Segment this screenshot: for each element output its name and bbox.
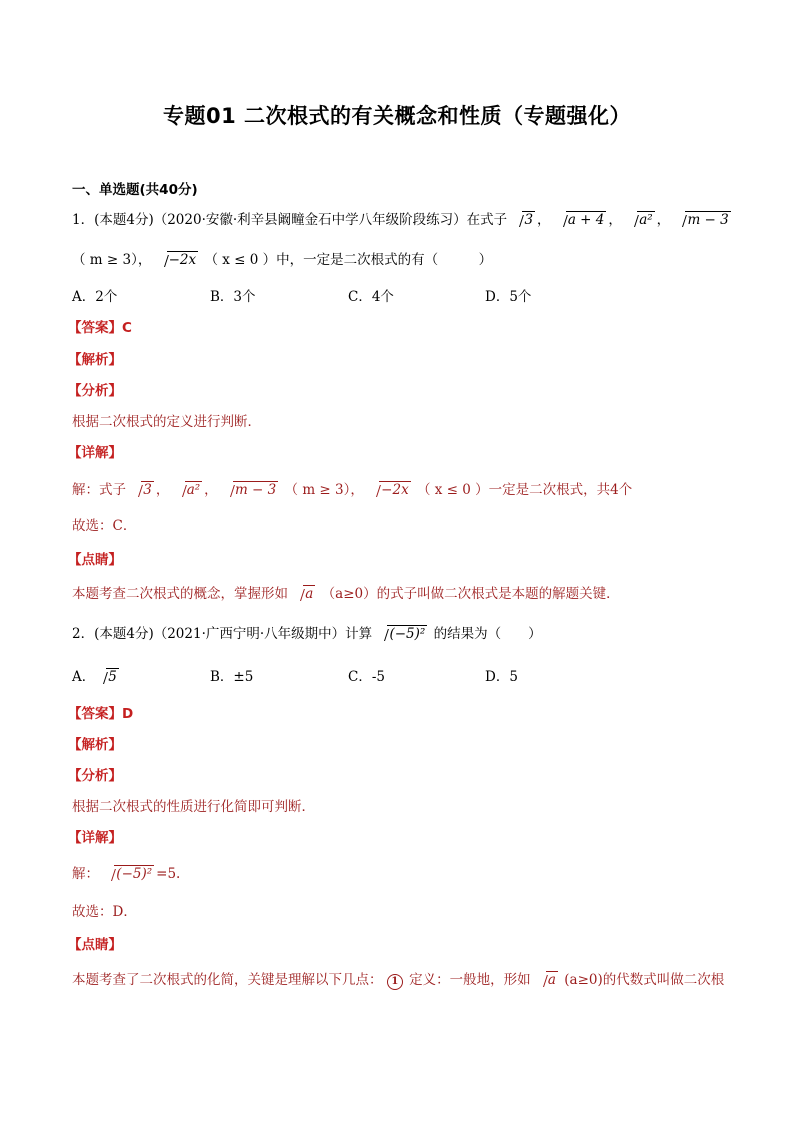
q2-answer: 【答案】D xyxy=(68,706,134,722)
q1-option-d: D．5个 xyxy=(485,289,532,305)
q1-condition-x: （ x ≤ 0 ）中，一定是二次根式的有（ ） xyxy=(204,252,493,268)
q1-detail-cond-m: （ m ≥ 3）， xyxy=(284,482,364,498)
q1-fenxi-label: 【分析】 xyxy=(68,383,122,399)
q1-xiangjie-label: 【详解】 xyxy=(68,445,122,461)
detail-sqrt-m-minus-3: m − 3 xyxy=(224,480,278,500)
q2-note-text: 本题考查了二次根式的化简，关键是理解以下几点： xyxy=(72,972,383,988)
q2-note xyxy=(72,970,724,990)
q2-option-c: C．-5 xyxy=(348,669,385,685)
q2-options xyxy=(72,667,722,687)
q1-note-text: 本题考查二次根式的概念，掌握形如 xyxy=(72,586,288,602)
sqrt-a-squared: a² xyxy=(628,210,654,230)
q2-note-text-c: (a≥0)的代数式叫做二次根 xyxy=(564,972,725,988)
sqrt-m-minus-3: m − 3 xyxy=(676,210,730,230)
q2-jiexi-label: 【解析】 xyxy=(68,737,122,753)
q2-choose: 故选：D． xyxy=(72,904,137,920)
sqrt-3: 3 xyxy=(513,210,535,230)
section-heading: 一、单选题(共40分) xyxy=(72,182,198,198)
q1-dianjing-label: 【点睛】 xyxy=(68,552,122,568)
q1-stem-text: 1．(本题4分)（2020·安徽·利辛县阚疃金石中学八年级阶段练习）在式子 xyxy=(72,212,508,228)
q1-analysis-text: 根据二次根式的定义进行判断． xyxy=(72,414,261,430)
q1-jiexi-label: 【解析】 xyxy=(68,352,122,368)
q1-option-b: B．3个 xyxy=(210,289,256,305)
page-title: 专题01 二次根式的有关概念和性质（专题强化） xyxy=(162,104,632,128)
detail-sqrt-3: 3 xyxy=(132,480,154,500)
q2-note-text-b: 定义：一般地，形如 xyxy=(409,972,531,988)
detail-sqrt-neg-2x: −2x xyxy=(370,480,411,500)
q2-stem-text: 2．(本题4分)（2021·广西宁明·八年级期中）计算 xyxy=(72,626,373,642)
q2-xiangjie-label: 【详解】 xyxy=(68,830,122,846)
q1-detail: 解：式子 3 ， a² ， m − 3 （ m ≥ 3）， −2x （ x ≤ 0 ）一定是二次根式，共4个 xyxy=(72,482,633,498)
q1-detail-cond-x: （ x ≤ 0 ）一定是二次根式，共4个 xyxy=(416,482,633,498)
q2-stem-text-b: 的结果为（ ） xyxy=(433,626,542,642)
q2-option-b: B．±5 xyxy=(210,669,254,685)
sqrt-neg-2x: −2x xyxy=(158,250,199,270)
q1-note xyxy=(72,584,620,604)
sqrt-a-plus-4: a + 4 xyxy=(557,210,607,230)
q2-detail-text: 解： xyxy=(72,866,99,882)
q2-detail-result: =5. xyxy=(156,866,181,882)
q2-analysis-text: 根据二次根式的性质进行化简即可判断． xyxy=(72,799,315,815)
q1-stem-cont xyxy=(72,250,492,270)
q1-note-text-b: （a≥0）的式子叫做二次根式是本题的解题关键． xyxy=(321,586,620,602)
q2-option-d: D．5 xyxy=(485,669,518,685)
circled-number-1: 1 xyxy=(387,974,403,990)
q2-option-a-sqrt-5: 5 xyxy=(97,667,119,687)
q2-note-sqrt-a: a xyxy=(537,970,558,990)
detail-sqrt-a-squared: a² xyxy=(176,480,202,500)
note-sqrt-a: a xyxy=(294,584,315,604)
q1-detail-text: 解：式子 xyxy=(72,482,126,498)
q2-option-a-label: A． xyxy=(72,669,96,685)
sqrt-neg5-squared: (−5)² xyxy=(378,624,427,644)
q2-option-a xyxy=(72,667,121,687)
q1-answer: 【答案】C xyxy=(68,320,132,336)
q1-option-c: C．4个 xyxy=(348,289,394,305)
q2-dianjing-label: 【点睛】 xyxy=(68,937,122,953)
q2-detail-sqrt-neg5-squared: (−5)² xyxy=(105,864,154,884)
q2-stem xyxy=(72,624,542,644)
q1-options xyxy=(72,287,722,307)
q1-choose: 故选：C． xyxy=(72,518,137,534)
q2-fenxi-label: 【分析】 xyxy=(68,768,122,784)
q2-detail xyxy=(72,864,180,884)
q1-stem: 1．(本题4分)（2020·安徽·利辛县阚疃金石中学八年级阶段练习）在式子 3 ， a + 4 ， a² ， m − 3 xyxy=(72,212,729,228)
q1-condition-m: （ m ≥ 3）， xyxy=(72,252,152,268)
q1-option-a: A．2个 xyxy=(72,289,118,305)
